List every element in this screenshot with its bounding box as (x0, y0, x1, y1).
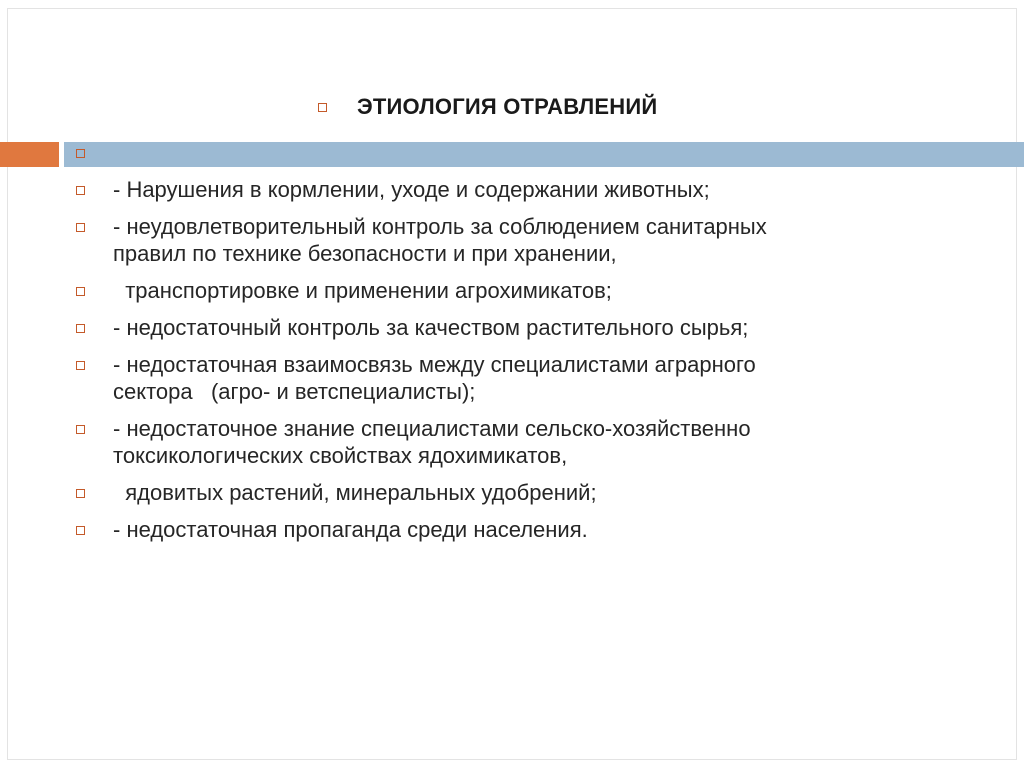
list-item-text: транспортировке и применении агрохимикатов; (113, 278, 612, 303)
square-bullet-icon (76, 324, 85, 333)
square-bullet-icon (76, 223, 85, 232)
square-bullet-icon (318, 103, 327, 112)
list-item (76, 213, 1006, 267)
list-item-text: ядовитых растений, минеральных удобрений; (113, 480, 597, 505)
accent-block-orange (0, 142, 59, 167)
slide-title: ЭТИОЛОГИЯ ОТРАВЛЕНИЙ (357, 94, 658, 119)
list-item (76, 277, 1006, 304)
list-item-text: - Нарушения в кормлении, уходе и содержании животных; (113, 177, 710, 202)
list-item (76, 351, 1006, 405)
list-item (76, 479, 1006, 506)
list-item (76, 314, 1006, 341)
square-bullet-icon (76, 149, 85, 158)
square-bullet-icon (76, 287, 85, 296)
square-bullet-icon (76, 425, 85, 434)
square-bullet-icon (76, 186, 85, 195)
slide-title-row (318, 90, 657, 124)
list-item (76, 516, 1006, 543)
list-item (76, 176, 1006, 203)
square-bullet-icon (76, 361, 85, 370)
bullet-list (76, 176, 1006, 553)
list-item-text: - неудовлетворительный контроль за соблюдением санитарных правил по технике безопасности и при хранении, (113, 214, 767, 266)
list-item-text: - недостаточная взаимосвязь между специалистами аграрного сектора (агро- и ветспециалисты); (113, 352, 756, 404)
list-item-text: - недостаточное знание специалистами сельско-хозяйственно токсикологических свойствах ядохимикатов, (113, 416, 751, 468)
square-bullet-icon (76, 489, 85, 498)
list-item-text: - недостаточная пропаганда среди населения. (113, 517, 588, 542)
square-bullet-icon (76, 526, 85, 535)
accent-bar-blue (64, 142, 1024, 167)
list-item-text: - недостаточный контроль за качеством растительного сырья; (113, 315, 749, 340)
list-item (76, 415, 1006, 469)
